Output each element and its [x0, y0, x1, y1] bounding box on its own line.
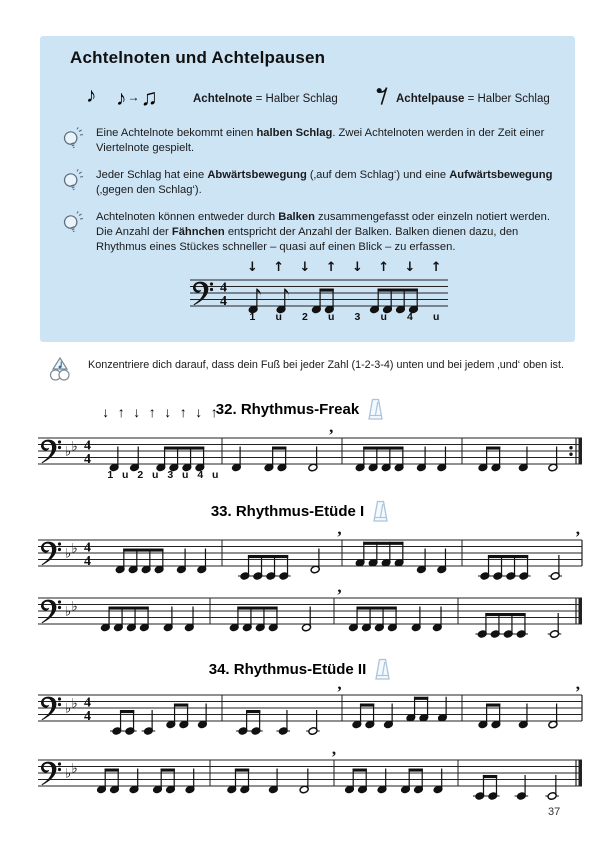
- achtelpause-equals: = Halber Schlag: [464, 93, 550, 105]
- achtelpause-label: Achtelpause: [396, 93, 465, 105]
- exercise-33-title: 33. Rhythmus-Etüde I: [210, 503, 365, 520]
- svg-text:↓: ↓: [351, 260, 363, 275]
- beat-arrow-icon: ↑: [210, 404, 218, 420]
- svg-text:♭: ♭: [65, 701, 72, 717]
- svg-text:♭: ♭: [65, 444, 72, 460]
- tip-row-3: [60, 210, 562, 255]
- tip-text: Jeder Schlag hat eine Abwärtsbewegung (‚auf dem Schlag‘) und eine Aufwärtsbewegung (‚gegen den Schlag‘).: [96, 169, 553, 196]
- page-number: 37: [548, 806, 561, 818]
- achtelnote-definition: [193, 93, 338, 105]
- tip-text: Achtelnoten können entweder durch Balken zusammengefasst oder einzeln notiert werden. Die Anzahl der Fähnchen entspricht der Anzahl der Balken. Balken dienen dazu, den Rhythmus eines Stückes schneller – quasi auf einen Blick – zu erfassen.: [96, 211, 550, 253]
- svg-text:u: u: [122, 469, 129, 481]
- exercise-32-title: 32. Rhythmus-Freak: [215, 401, 360, 418]
- svg-text:↑: ↑: [430, 260, 442, 275]
- focus-tip-text: Konzentriere dich darauf, dass dein Fuß bei jeder Zahl (1-2-3-4) unten und bei jedem ‚und‘ oben ist.: [88, 359, 564, 371]
- music-staff-counting-example: [188, 256, 450, 330]
- svg-text:2: 2: [302, 311, 308, 323]
- music-staff-ex34-line1: [36, 677, 584, 743]
- svg-text:♭: ♭: [71, 541, 78, 557]
- music-staff-ex32: [36, 420, 584, 486]
- svg-text:,: ,: [329, 420, 334, 436]
- music-staff-ex34-line2: [36, 742, 584, 808]
- svg-text:4: 4: [407, 311, 413, 323]
- svg-text:↓: ↓: [299, 260, 311, 275]
- svg-text:u: u: [432, 311, 440, 323]
- lightbulb-icon: [60, 127, 84, 151]
- svg-text:u: u: [152, 469, 159, 481]
- svg-text:,: ,: [331, 742, 337, 758]
- tip-text: Eine Achtelnote bekommt einen halben Schlag. Zwei Achtelnoten werden in der Zeit einer Viertelnote gespielt.: [96, 127, 545, 154]
- svg-text:4: 4: [197, 469, 204, 481]
- svg-text:↑: ↑: [273, 260, 285, 275]
- svg-text:3: 3: [354, 311, 361, 323]
- svg-text:↑: ↑: [378, 260, 390, 275]
- exercise-32-header: [0, 398, 600, 421]
- svg-text:♭: ♭: [65, 604, 72, 620]
- page-title: Achtelnoten und Achtelpausen: [70, 48, 326, 67]
- svg-text:u: u: [212, 469, 219, 481]
- beamed-eighths-icon: ♫: [140, 84, 158, 110]
- svg-text:1: 1: [249, 311, 256, 323]
- svg-text:,: ,: [575, 677, 581, 693]
- svg-text:u: u: [327, 311, 335, 323]
- svg-text:,: ,: [337, 677, 342, 693]
- tip-row-2: [60, 168, 562, 198]
- svg-text:♭: ♭: [71, 439, 78, 455]
- svg-text:,: ,: [575, 522, 581, 538]
- metronome-icon: [372, 500, 389, 523]
- svg-text:u: u: [275, 311, 282, 323]
- exercise-33-header: [0, 500, 600, 523]
- eighth-rest-icon: [376, 86, 389, 106]
- beat-arrow-icon: ↑: [148, 404, 156, 420]
- svg-text:4: 4: [84, 540, 91, 556]
- svg-text:u: u: [182, 469, 189, 481]
- svg-text:♭: ♭: [65, 766, 72, 782]
- svg-text:u: u: [380, 311, 387, 323]
- lightbulb-icon: [60, 169, 84, 193]
- lightbulb-icon: [60, 211, 84, 235]
- svg-text:↓: ↓: [246, 260, 258, 275]
- svg-text:4: 4: [84, 553, 91, 569]
- music-staff-ex33-line2: [36, 580, 584, 646]
- beat-arrow-icon: ↓: [195, 404, 203, 420]
- svg-text:♭: ♭: [71, 761, 78, 777]
- svg-text:4: 4: [220, 293, 227, 309]
- beat-arrow-icon: ↑: [179, 404, 187, 420]
- svg-text:4: 4: [84, 695, 91, 711]
- svg-text:4: 4: [84, 438, 91, 454]
- achtelnote-equals: = Halber Schlag: [252, 93, 338, 105]
- beat-arrow-icon: ↑: [117, 404, 125, 420]
- arrow-right-icon: →: [127, 90, 140, 104]
- metronome-icon: [367, 398, 384, 421]
- exercise-34-title: 34. Rhythmus-Etüde II: [208, 661, 367, 678]
- infobox: [40, 36, 575, 342]
- achtelpause-definition: [396, 93, 550, 105]
- svg-text:4: 4: [84, 708, 91, 724]
- beat-arrow-icon: ↓: [164, 404, 172, 420]
- svg-text:4: 4: [220, 280, 227, 296]
- beat-arrow-icon: ↓: [102, 404, 110, 420]
- eighth-to-beamed-icon: [116, 84, 158, 111]
- focus-tip-row: [46, 354, 580, 384]
- beat-arrow-icon: ↓: [133, 404, 141, 420]
- svg-text:♭: ♭: [71, 696, 78, 712]
- svg-text:4: 4: [84, 451, 91, 467]
- svg-text:↓: ↓: [404, 260, 416, 275]
- svg-text:♭: ♭: [71, 599, 78, 615]
- music-staff-ex33-line1: [36, 522, 584, 588]
- svg-text:♭: ♭: [65, 546, 72, 562]
- svg-text:1: 1: [107, 469, 114, 481]
- svg-text:,: ,: [337, 580, 342, 596]
- svg-text:↑: ↑: [325, 260, 337, 275]
- eighth-note-icon: ♪: [116, 87, 127, 110]
- practice-tip-icon: [46, 356, 74, 384]
- svg-text:2: 2: [137, 469, 144, 481]
- tip-row-1: [60, 126, 562, 156]
- eighth-note-icon: ♪: [86, 84, 97, 107]
- achtelnote-label: Achtelnote: [193, 93, 253, 105]
- svg-text:3: 3: [167, 469, 174, 481]
- svg-text:,: ,: [337, 522, 342, 538]
